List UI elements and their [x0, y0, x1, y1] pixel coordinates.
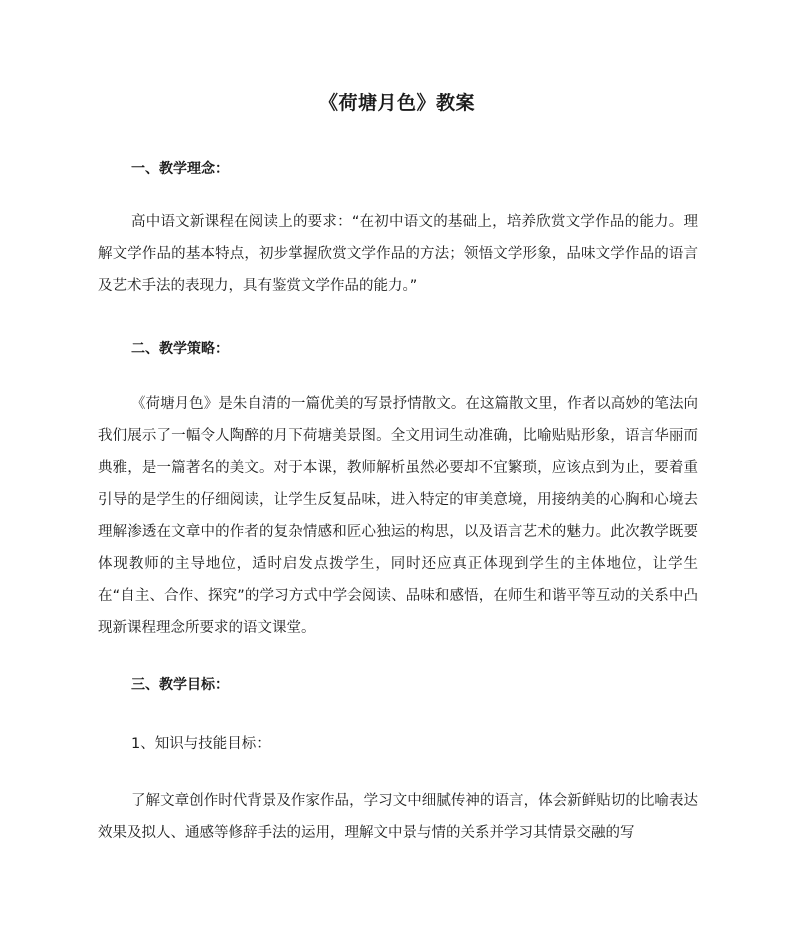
section-subheading-knowledge-skills: 1、知识与技能目标： [131, 736, 271, 752]
document-title: 《荷塘月色》教案 [318, 92, 475, 114]
section-heading-teaching-objectives: 三、教学目标： [131, 677, 229, 693]
section-paragraph-teaching-philosophy: 高中语文新课程在阅读上的要求：“在初中语文的基础上，培养欣赏文学作品的能力。理解文学作品的基本特点，初步掌握欣赏文学作品的方法；领悟文学形象，品味文学作品的语言及艺术手法的表现力，具有鉴赏文学作品的能力。” [98, 214, 698, 294]
section-heading-teaching-strategy: 二、教学策略： [131, 341, 229, 357]
section-paragraph-teaching-strategy: 《荷塘月色》是朱自清的一篇优美的写景抒情散文。在这篇散文里，作者以高妙的笔法向我们展示了一幅令人陶醉的月下荷塘美景图。全文用词生动准确，比喻贴贴形象，语言华丽而典雅，是一篇著名的美文。对于本课，教师解析虽然必要却不宜繁琐，应该点到为止，要着重引导的是学生的仔细阅读，让学生反复品味，进入特定的审美意境，用接纳美的心胸和心境去理解渗透在文章中的作者的复杂情感和匠心独运的构思，以及语言艺术的魅力。此次教学既要体现教师的主导地位，适时启发点拨学生，同时还应真正体现到学生的主体地位，让学生在“自主、合作、探究”的学习方式中学会阅读、品味和感悟，在师生和谐平等互动的关系中凸现新课程理念所要求的语文课堂。 [98, 396, 698, 636]
section-heading-teaching-philosophy: 一、教学理念： [131, 161, 229, 177]
section-paragraph-knowledge-skills: 了解文章创作时代背景及作家作品，学习文中细腻传神的语言，体会新鲜贴切的比喻表达效果及拟人、通感等修辞手法的运用，理解文中景与情的关系并学习其情景交融的写 [98, 793, 698, 841]
